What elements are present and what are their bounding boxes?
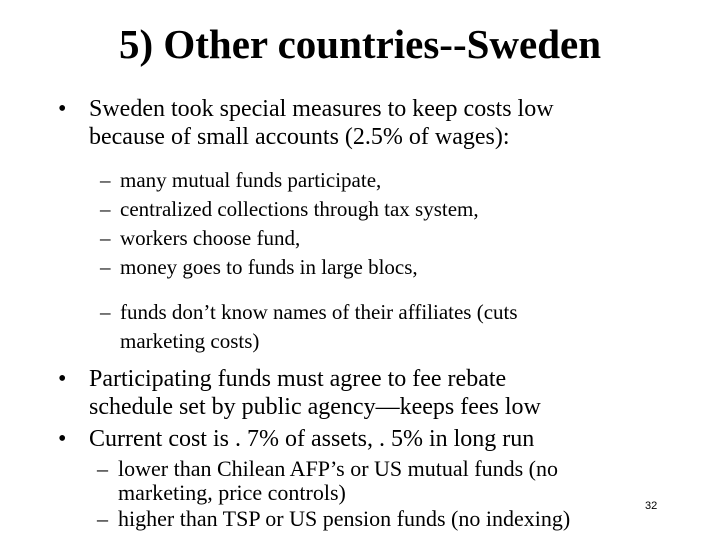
sub-bullet-text: workers choose fund,	[120, 226, 301, 250]
sub-bullet-text: funds don’t know names of their affiliates (cuts marketing costs)	[120, 300, 518, 353]
bullet-icon: •	[58, 366, 67, 392]
bullet-text: Participating funds must agree to fee rebate schedule set by public agency—keeps fees low	[89, 366, 541, 420]
bullet-icon: •	[58, 426, 67, 452]
sub-bullet-text: centralized collections through tax system,	[120, 197, 479, 221]
slide-title: 5) Other countries--Sweden	[118, 21, 602, 67]
dash-icon: –	[97, 506, 108, 531]
sub-bullet-text: many mutual funds participate,	[120, 168, 382, 192]
sub-bullet-text: lower than Chilean AFP’s or US mutual funds (no marketing, price controls)	[118, 456, 558, 505]
dash-icon: –	[100, 226, 111, 250]
bullet-text: Sweden took special measures to keep costs low because of small accounts (2.5% of wages):	[89, 96, 554, 150]
slide-number: 32	[645, 500, 658, 512]
bullet-text: Current cost is . 7% of assets, . 5% in long run	[89, 426, 535, 452]
dash-icon: –	[100, 197, 111, 221]
dash-icon: –	[100, 300, 111, 324]
sub-bullet-text: money goes to funds in large blocs,	[120, 255, 418, 279]
dash-icon: –	[100, 168, 111, 192]
sub-bullet-text: higher than TSP or US pension funds (no indexing)	[118, 506, 571, 531]
dash-icon: –	[100, 255, 111, 279]
bullet-icon: •	[58, 96, 67, 122]
dash-icon: –	[97, 456, 108, 481]
